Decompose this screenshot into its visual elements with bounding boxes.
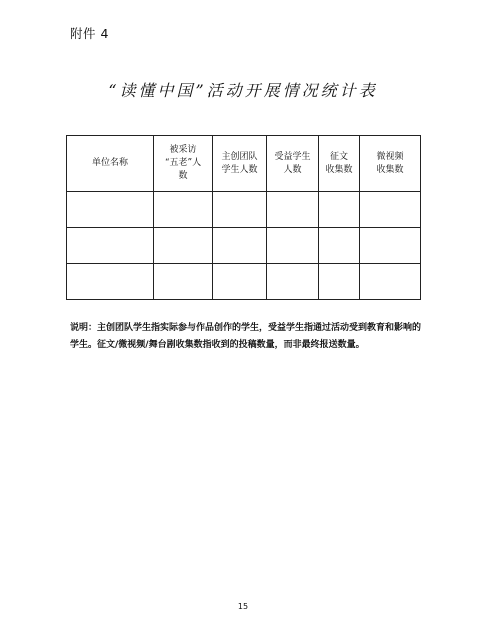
table-cell[interactable]: [360, 192, 421, 228]
table-cell[interactable]: [319, 192, 360, 228]
table-cell[interactable]: [360, 264, 421, 300]
table-cell[interactable]: [267, 264, 319, 300]
table-cell[interactable]: [213, 228, 267, 264]
page-number: 15: [237, 602, 249, 611]
table-row: [67, 264, 421, 300]
document-title: “读懂中国”活动开展情况统计表: [108, 81, 378, 100]
table-cell[interactable]: [267, 192, 319, 228]
header-interviewed-elders: 被采访 “五老”人 数: [154, 136, 213, 192]
table-cell[interactable]: [67, 228, 154, 264]
table-cell[interactable]: [319, 264, 360, 300]
table-cell[interactable]: [67, 192, 154, 228]
table-header-row: [67, 136, 421, 192]
table-cell[interactable]: [213, 192, 267, 228]
header-essay-count: 征文 收集数: [319, 136, 360, 192]
header-beneficiary-students: 受益学生 人数: [267, 136, 319, 192]
table-cell[interactable]: [67, 264, 154, 300]
table-row: [67, 192, 421, 228]
table-cell[interactable]: [319, 228, 360, 264]
attachment-label: 附件 4: [70, 26, 109, 41]
table-cell[interactable]: [154, 228, 213, 264]
header-video-count: 微视频 收集数: [360, 136, 421, 192]
table-cell[interactable]: [154, 264, 213, 300]
header-unit-name: 单位名称: [67, 136, 154, 192]
table-cell[interactable]: [267, 228, 319, 264]
statistics-table: [66, 135, 421, 300]
table-row: [67, 228, 421, 264]
table-note: 说明：主创团队学生指实际参与作品创作的学生，受益学生指通过活动受到教育和影响的学生。征文/微视频/舞台剧收集数指收到的投稿数量，而非最终报送数量。: [70, 323, 422, 350]
header-team-students: 主创团队 学生人数: [213, 136, 267, 192]
table-cell[interactable]: [360, 228, 421, 264]
table-cell[interactable]: [213, 264, 267, 300]
table-cell[interactable]: [154, 192, 213, 228]
